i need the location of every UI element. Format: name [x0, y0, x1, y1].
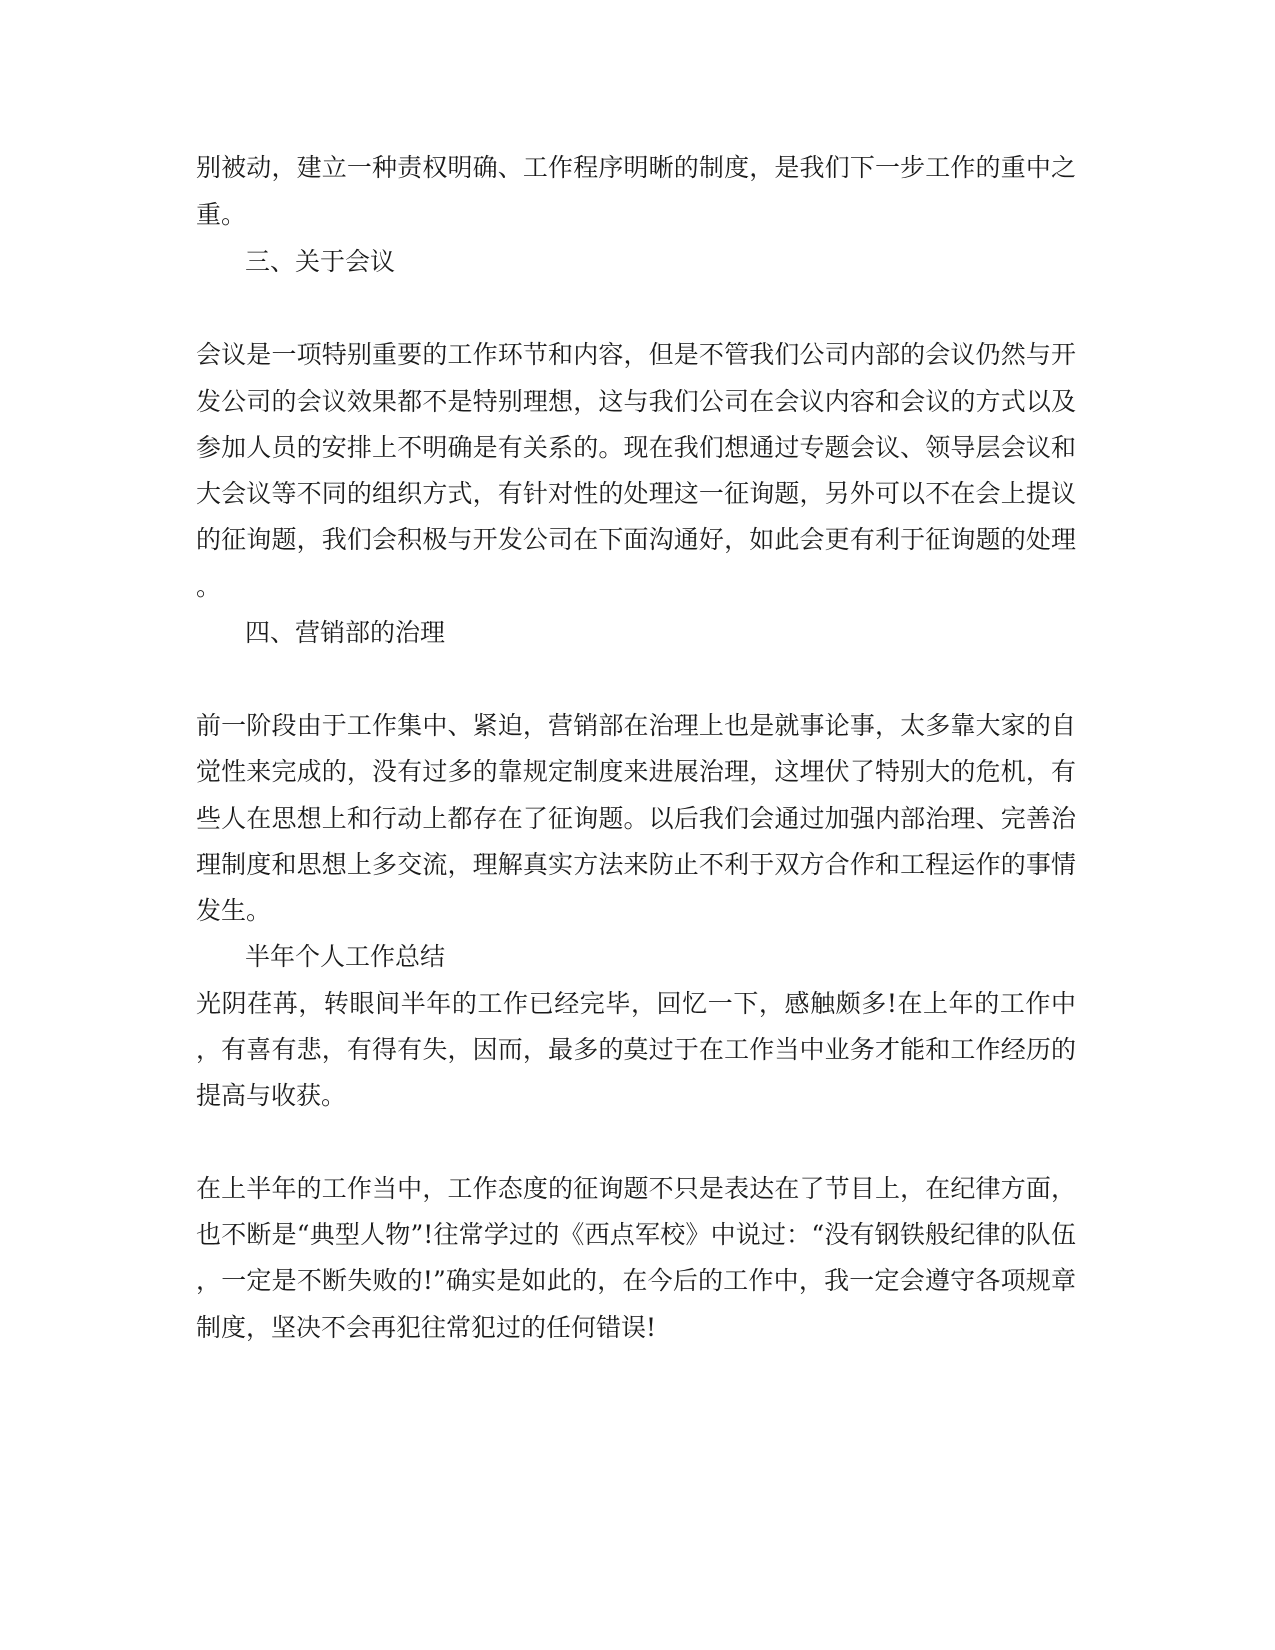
- paragraph-line: 。: [196, 572, 222, 601]
- paragraph-line: 发生。: [196, 896, 272, 925]
- section-heading-meeting: 三、关于会议: [245, 247, 396, 276]
- paragraph-line: ，一定是不断失败的!”确实是如此的，在今后的工作中，我一定会遵守各项规章: [196, 1266, 1076, 1295]
- section-heading-summary: 半年个人工作总结: [245, 942, 446, 971]
- paragraph-line: 理制度和思想上多交流，理解真实方法来防止不利于双方合作和工程运作的事情: [196, 850, 1076, 879]
- paragraph-line: ，有喜有悲，有得有失，因而，最多的莫过于在工作当中业务才能和工作经历的: [196, 1035, 1076, 1064]
- paragraph-line: 些人在思想上和行动上都存在了征询题。以后我们会通过加强内部治理、完善治: [196, 804, 1076, 833]
- paragraph-line: 会议是一项特别重要的工作环节和内容，但是不管我们公司内部的会议仍然与开: [196, 340, 1076, 369]
- paragraph-line: 觉性来完成的，没有过多的靠规定制度来进展治理，这埋伏了特别大的危机，有: [196, 757, 1076, 786]
- paragraph-line: 提高与收获。: [196, 1081, 347, 1110]
- section-heading-marketing: 四、营销部的治理: [245, 618, 446, 647]
- paragraph-line: 制度，坚决不会再犯往常犯过的任何错误!: [196, 1313, 657, 1342]
- paragraph-line: 在上半年的工作当中，工作态度的征询题不只是表达在了节目上，在纪律方面，: [196, 1174, 1076, 1203]
- paragraph-line: 前一阶段由于工作集中、紧迫，营销部在治理上也是就事论事，太多靠大家的自: [196, 711, 1076, 740]
- paragraph-line: 大会议等不同的组织方式，有针对性的处理这一征询题，另外可以不在会上提议: [196, 479, 1076, 508]
- paragraph-line: 重。: [196, 200, 247, 229]
- paragraph-line: 参加人员的安排上不明确是有关系的。现在我们想通过专题会议、领导层会议和: [196, 433, 1076, 462]
- paragraph-line: 发公司的会议效果都不是特别理想，这与我们公司在会议内容和会议的方式以及: [196, 387, 1076, 416]
- paragraph-line: 别被动，建立一种责权明确、工作程序明晰的制度，是我们下一步工作的重中之: [196, 153, 1076, 182]
- paragraph-line: 的征询题，我们会积极与开发公司在下面沟通好，如此会更有利于征询题的处理: [196, 525, 1076, 554]
- paragraph-line: 也不断是“典型人物”!往常学过的《西点军校》中说过：“没有钢铁般纪律的队伍: [196, 1220, 1076, 1249]
- paragraph-line: 光阴荏苒，转眼间半年的工作已经完毕，回忆一下，感触颇多!在上年的工作中: [196, 989, 1076, 1018]
